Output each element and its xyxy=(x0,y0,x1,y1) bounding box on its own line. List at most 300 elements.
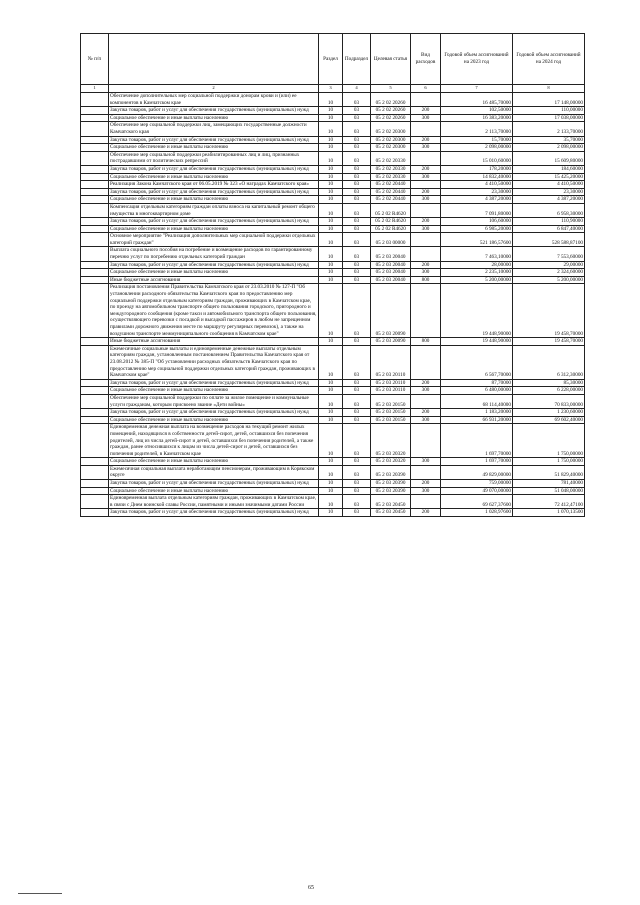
row-number xyxy=(81,93,109,107)
row-amount-2023: 15,70000 xyxy=(441,136,513,144)
row-article: 05 2 03 20040 xyxy=(371,269,411,277)
row-expense: 300 xyxy=(411,458,441,466)
row-amount-2023: 16 383,20000 xyxy=(441,114,513,122)
row-name: Социальное обеспечение и иные выплаты населению xyxy=(109,114,319,122)
row-amount-2023: 66 931,20000 xyxy=(441,416,513,424)
row-amount-2024: 528 588,87100 xyxy=(513,233,585,247)
row-article: 05 2 02 20260 xyxy=(371,107,411,115)
column-number: 8 xyxy=(513,85,585,93)
table-row xyxy=(81,151,585,165)
row-expense: 300 xyxy=(411,144,441,152)
row-expense: 300 xyxy=(411,487,441,495)
col-header-section: Раздел xyxy=(319,34,343,85)
row-section: 10 xyxy=(319,416,343,424)
row-number xyxy=(81,424,109,458)
table-row xyxy=(81,247,585,261)
column-number: 2 xyxy=(109,85,319,93)
row-amount-2023: 87,70000 xyxy=(441,379,513,387)
row-subsection: 03 xyxy=(343,93,371,107)
table-row xyxy=(81,284,585,338)
row-number xyxy=(81,345,109,379)
table-row xyxy=(81,387,585,395)
table-row xyxy=(81,379,585,387)
table-row xyxy=(81,181,585,189)
row-amount-2023: 1 183,20000 xyxy=(441,409,513,417)
row-article: 05 2 02 20330 xyxy=(371,151,411,165)
table-body xyxy=(81,93,585,517)
row-subsection: 03 xyxy=(343,276,371,284)
row-article: 05 2 03 20110 xyxy=(371,387,411,395)
budget-table xyxy=(80,33,585,517)
row-name: Закупка товаров, работ и услуг для обеспечения государственных (муниципальных) нужд xyxy=(109,107,319,115)
row-amount-2023: 6 567,70000 xyxy=(441,345,513,379)
row-expense xyxy=(411,233,441,247)
row-subsection: 03 xyxy=(343,188,371,196)
row-number xyxy=(81,196,109,204)
row-amount-2024: 110,00000 xyxy=(513,107,585,115)
row-expense: 200 xyxy=(411,509,441,517)
row-name: Ежемесячная социальная выплата неработающим пенсионерам, проживающим в Корякском округе xyxy=(109,465,319,479)
row-article: 05 2 03 20040 xyxy=(371,261,411,269)
row-amount-2023: 759,00000 xyxy=(441,480,513,488)
row-number xyxy=(81,338,109,346)
row-name: Социальное обеспечение и иные выплаты населению xyxy=(109,196,319,204)
row-article: 05 2 03 20040 xyxy=(371,247,411,261)
row-subsection: 03 xyxy=(343,409,371,417)
row-subsection: 03 xyxy=(343,487,371,495)
row-subsection: 03 xyxy=(343,458,371,466)
row-amount-2024: 19 458,70000 xyxy=(513,284,585,338)
row-amount-2024: 110,90000 xyxy=(513,218,585,226)
row-subsection: 03 xyxy=(343,107,371,115)
row-amount-2024: 15 609,80000 xyxy=(513,151,585,165)
row-section: 10 xyxy=(319,379,343,387)
row-expense: 300 xyxy=(411,114,441,122)
row-section: 10 xyxy=(319,173,343,181)
row-amount-2023: 68 114,40000 xyxy=(441,394,513,408)
row-article: 05 2 03 20040 xyxy=(371,276,411,284)
row-name: Основное мероприятие "Реализация дополнительных мер социальной поддержки отдельных категорий граждан" xyxy=(109,233,319,247)
row-number xyxy=(81,458,109,466)
row-amount-2024: 6 958,30000 xyxy=(513,203,585,217)
row-amount-2024: 5 200,00000 xyxy=(513,276,585,284)
row-number xyxy=(81,247,109,261)
row-article: 05 2 02 20260 xyxy=(371,114,411,122)
row-name: Закупка товаров, работ и услуг для обеспечения государственных (муниципальных) нужд xyxy=(109,165,319,173)
row-expense: 300 xyxy=(411,225,441,233)
row-amount-2023: 4 387,20000 xyxy=(441,196,513,204)
footer-rule xyxy=(18,893,62,894)
row-expense: 300 xyxy=(411,416,441,424)
row-name: Социальное обеспечение и иные выплаты населению xyxy=(109,416,319,424)
table-row xyxy=(81,165,585,173)
table-row xyxy=(81,114,585,122)
row-article: 05 2 03 20110 xyxy=(371,345,411,379)
row-number xyxy=(81,107,109,115)
row-expense: 200 xyxy=(411,261,441,269)
row-number xyxy=(81,114,109,122)
row-amount-2023: 69 627,37600 xyxy=(441,495,513,509)
row-number xyxy=(81,269,109,277)
col-header-subsection: Подраздел xyxy=(343,34,371,85)
row-section: 10 xyxy=(319,424,343,458)
table-row xyxy=(81,136,585,144)
row-amount-2023: 6 985,20000 xyxy=(441,225,513,233)
row-amount-2023: 7 091,80000 xyxy=(441,203,513,217)
row-subsection: 03 xyxy=(343,394,371,408)
row-section: 10 xyxy=(319,136,343,144)
row-article: 05 2 02 20330 xyxy=(371,173,411,181)
row-amount-2023: 106,60000 xyxy=(441,218,513,226)
row-section: 10 xyxy=(319,284,343,338)
row-amount-2024: 51 048,00000 xyxy=(513,487,585,495)
page-number: 65 xyxy=(308,885,314,891)
row-article: 05 2 03 20090 xyxy=(371,284,411,338)
row-expense: 300 xyxy=(411,196,441,204)
row-number xyxy=(81,203,109,217)
row-article: 05 2 03 20150 xyxy=(371,394,411,408)
row-article: 05 2 02 R4620 xyxy=(371,203,411,217)
col-header-num: № п/п xyxy=(81,34,109,85)
row-subsection: 03 xyxy=(343,480,371,488)
row-name: Ежемесячные социальные выплаты и единовременные денежные выплаты отдельным категориям граждан, установленным постановлением Правительства Камчатского края от 23.08.2012 № 385-П "Об установлении расходных обязательств Камчатского края по предоставлению мер социальной поддержки отдельных категорий граждан, проживающих в Камчатском крае" xyxy=(109,345,319,379)
row-expense: 200 xyxy=(411,379,441,387)
row-section: 10 xyxy=(319,465,343,479)
row-expense: 200 xyxy=(411,218,441,226)
row-number xyxy=(81,173,109,181)
row-amount-2023: 178,20000 xyxy=(441,165,513,173)
row-article: 05 2 02 R4620 xyxy=(371,225,411,233)
row-amount-2024: 85,30000 xyxy=(513,379,585,387)
row-article: 05 2 02 20260 xyxy=(371,93,411,107)
row-section: 10 xyxy=(319,93,343,107)
row-amount-2024: 1 750,00000 xyxy=(513,424,585,458)
row-subsection: 03 xyxy=(343,225,371,233)
row-number xyxy=(81,181,109,189)
table-row xyxy=(81,480,585,488)
table-row xyxy=(81,233,585,247)
row-name: Реализация Закона Камчатского края от 06.05.2019 № 323 «О наградах Камчатского края» xyxy=(109,181,319,189)
row-number xyxy=(81,465,109,479)
table-row xyxy=(81,394,585,408)
row-section: 10 xyxy=(319,345,343,379)
row-expense xyxy=(411,284,441,338)
row-article: 05 2 03 20150 xyxy=(371,416,411,424)
row-amount-2024: 2 098,00000 xyxy=(513,144,585,152)
row-number xyxy=(81,165,109,173)
column-number: 1 xyxy=(81,85,109,93)
row-expense: 200 xyxy=(411,136,441,144)
table-row xyxy=(81,261,585,269)
row-article: 05 2 03 20150 xyxy=(371,409,411,417)
row-amount-2024: 72 412,47100 xyxy=(513,495,585,509)
row-section: 10 xyxy=(319,225,343,233)
row-section: 10 xyxy=(319,233,343,247)
row-amount-2023: 49 070,00000 xyxy=(441,487,513,495)
row-number xyxy=(81,136,109,144)
row-number xyxy=(81,151,109,165)
row-name: Обеспечение мер социальной поддержки по оплате за жилое помещение и коммунальные услуги гражданам, которым присвоено звание «Дети войны» xyxy=(109,394,319,408)
row-section: 10 xyxy=(319,495,343,509)
row-section: 10 xyxy=(319,509,343,517)
row-name: Единовременная выплата отдельным категориям граждан, проживающих в Камчатском крае, в связи с Днем воинской славы России, памятными и иными значимыми датами России xyxy=(109,495,319,509)
row-article: 05 2 02 20300 xyxy=(371,144,411,152)
col-header-name xyxy=(109,34,319,85)
row-subsection: 03 xyxy=(343,269,371,277)
row-article: 05 2 02 R4620 xyxy=(371,218,411,226)
row-amount-2024: 69 602,40000 xyxy=(513,416,585,424)
row-section: 10 xyxy=(319,181,343,189)
row-subsection: 03 xyxy=(343,509,371,517)
row-name: Социальное обеспечение и иные выплаты населению xyxy=(109,487,319,495)
row-name: Закупка товаров, работ и услуг для обеспечения государственных (муниципальных) нужд xyxy=(109,480,319,488)
row-amount-2024: 6 312,30000 xyxy=(513,345,585,379)
row-section: 10 xyxy=(319,269,343,277)
row-article: 05 2 02 20330 xyxy=(371,165,411,173)
col-header-2023: Годовой объем ассигнований на 2023 год xyxy=(441,34,513,85)
row-name: Выплата социального пособия на погребение и возмещение расходов по гарантированному перечню услуг по погребению отдельных категорий граждан xyxy=(109,247,319,261)
row-amount-2024: 4 410,50000 xyxy=(513,181,585,189)
row-section: 10 xyxy=(319,409,343,417)
row-subsection: 03 xyxy=(343,261,371,269)
row-number xyxy=(81,379,109,387)
row-number xyxy=(81,480,109,488)
row-article: 05 2 03 20090 xyxy=(371,338,411,346)
row-amount-2023: 19 448,90000 xyxy=(441,284,513,338)
row-amount-2023: 1 697,70000 xyxy=(441,458,513,466)
table-row xyxy=(81,122,585,136)
column-number: 5 xyxy=(371,85,411,93)
col-header-2024: Годовой объем ассигнований на 2024 год xyxy=(513,34,585,85)
row-number xyxy=(81,409,109,417)
row-amount-2024: 6 228,00000 xyxy=(513,387,585,395)
row-amount-2023: 14 832,40000 xyxy=(441,173,513,181)
row-section: 10 xyxy=(319,203,343,217)
row-amount-2024: 51 829,40000 xyxy=(513,465,585,479)
row-name: Закупка товаров, работ и услуг для обеспечения государственных (муниципальных) нужд xyxy=(109,379,319,387)
row-amount-2023: 102,50000 xyxy=(441,107,513,115)
column-number: 3 xyxy=(319,85,343,93)
row-expense: 200 xyxy=(411,165,441,173)
row-section: 10 xyxy=(319,487,343,495)
row-expense xyxy=(411,345,441,379)
row-name: Социальное обеспечение и иные выплаты населению xyxy=(109,458,319,466)
row-expense: 300 xyxy=(411,387,441,395)
row-amount-2023: 1 028,97600 xyxy=(441,509,513,517)
row-section: 10 xyxy=(319,151,343,165)
row-subsection: 03 xyxy=(343,181,371,189)
row-name: Единовременная денежная выплата на возмещение расходов на текущий ремонт жилых помещений, находящихся в собственности детей-сирот, детей, оставшихся без попечения родителей, лиц из числа детей-сирот и детей, оставшихся без попечения родителей, а также граждан, ранее относившихся к лицам из числа детей-сирот и детей, оставшихся без попечения родителей, в Камчатском крае xyxy=(109,424,319,458)
row-amount-2024: 29,00000 xyxy=(513,261,585,269)
row-article: 05 2 02 20300 xyxy=(371,136,411,144)
table-row xyxy=(81,409,585,417)
row-name: Социальное обеспечение и иные выплаты населению xyxy=(109,387,319,395)
row-amount-2024: 1 070,13500 xyxy=(513,509,585,517)
table-header xyxy=(81,34,585,85)
row-subsection: 03 xyxy=(343,424,371,458)
row-section: 10 xyxy=(319,338,343,346)
row-amount-2024: 781,40000 xyxy=(513,480,585,488)
row-subsection: 03 xyxy=(343,416,371,424)
row-expense: 200 xyxy=(411,480,441,488)
row-expense: 800 xyxy=(411,276,441,284)
row-amount-2024: 2 324,60000 xyxy=(513,269,585,277)
row-subsection: 03 xyxy=(343,379,371,387)
row-article: 05 2 03 20110 xyxy=(371,379,411,387)
row-subsection: 03 xyxy=(343,495,371,509)
row-subsection: 03 xyxy=(343,345,371,379)
row-amount-2024: 2 133,70000 xyxy=(513,122,585,136)
row-section: 10 xyxy=(319,196,343,204)
column-number-row xyxy=(81,85,585,93)
row-expense xyxy=(411,122,441,136)
row-article: 05 2 03 20390 xyxy=(371,487,411,495)
row-expense xyxy=(411,424,441,458)
table-row xyxy=(81,225,585,233)
row-article: 05 2 02 20440 xyxy=(371,188,411,196)
row-subsection: 03 xyxy=(343,465,371,479)
row-expense: 200 xyxy=(411,409,441,417)
row-amount-2023: 19 448,90000 xyxy=(441,338,513,346)
row-subsection: 03 xyxy=(343,247,371,261)
row-amount-2023: 4 410,50000 xyxy=(441,181,513,189)
row-subsection: 03 xyxy=(343,387,371,395)
row-section: 10 xyxy=(319,218,343,226)
row-number xyxy=(81,387,109,395)
row-section: 10 xyxy=(319,165,343,173)
row-name: Иные бюджетные ассигнования xyxy=(109,338,319,346)
column-number: 4 xyxy=(343,85,371,93)
table-row xyxy=(81,487,585,495)
row-amount-2023: 23,30000 xyxy=(441,188,513,196)
row-expense: 200 xyxy=(411,188,441,196)
row-amount-2023: 16 485,70000 xyxy=(441,93,513,107)
row-amount-2023: 521 186,57600 xyxy=(441,233,513,247)
column-number: 7 xyxy=(441,85,513,93)
row-subsection: 03 xyxy=(343,284,371,338)
row-expense: 300 xyxy=(411,269,441,277)
row-expense: 300 xyxy=(411,173,441,181)
row-expense xyxy=(411,465,441,479)
row-section: 10 xyxy=(319,394,343,408)
row-subsection: 03 xyxy=(343,136,371,144)
table-row xyxy=(81,509,585,517)
row-expense xyxy=(411,247,441,261)
table-row xyxy=(81,173,585,181)
row-number xyxy=(81,122,109,136)
row-amount-2024: 1 750,00000 xyxy=(513,458,585,466)
row-name: Реализация постановления Правительства Камчатского края от 23.03.2010 № 127-П "Об установлении расходного обязательства Камчатского края по предоставлению мер социальной поддержки отдельным категориям граждан, проживающих в Камчатском крае, по проезду на автомобильном транспорте общего пользования городского, пригородного и междугородного сообщения (кроме такси и автомобильного транспорта общего пользования, осуществляющего перевозки с посадкой и высадкой пассажиров в любом не запрещенном правилами дорожного движения месте по маршруту регулярных перевозок), а также на воздушном транспорте межмуниципального сообщения в Камчатском крае" xyxy=(109,284,319,338)
row-amount-2024: 17 038,00000 xyxy=(513,114,585,122)
row-amount-2024: 4 387,20000 xyxy=(513,196,585,204)
row-expense: 800 xyxy=(411,338,441,346)
table-row xyxy=(81,458,585,466)
row-amount-2024: 19 458,70000 xyxy=(513,338,585,346)
row-amount-2024: 6 847,40000 xyxy=(513,225,585,233)
row-expense xyxy=(411,495,441,509)
table-row xyxy=(81,338,585,346)
row-subsection: 03 xyxy=(343,151,371,165)
row-subsection: 03 xyxy=(343,114,371,122)
row-expense xyxy=(411,93,441,107)
row-article: 05 2 03 20390 xyxy=(371,465,411,479)
table-row xyxy=(81,107,585,115)
row-amount-2024: 7 553,60000 xyxy=(513,247,585,261)
row-section: 10 xyxy=(319,107,343,115)
table-row xyxy=(81,188,585,196)
row-name: Обеспечение мер социальной поддержки лиц, замещающих государственные должности Камчатского края xyxy=(109,122,319,136)
row-subsection: 03 xyxy=(343,233,371,247)
row-amount-2024: 17 148,00000 xyxy=(513,93,585,107)
row-section: 10 xyxy=(319,247,343,261)
row-subsection: 03 xyxy=(343,196,371,204)
row-amount-2023: 2 098,00000 xyxy=(441,144,513,152)
row-name: Социальное обеспечение и иные выплаты населению xyxy=(109,173,319,181)
row-name: Закупка товаров, работ и услуг для обеспечения государственных (муниципальных) нужд xyxy=(109,218,319,226)
row-amount-2023: 28,00000 xyxy=(441,261,513,269)
row-section: 10 xyxy=(319,458,343,466)
row-amount-2023: 2 113,70000 xyxy=(441,122,513,136)
column-number: 6 xyxy=(411,85,441,93)
table-row xyxy=(81,203,585,217)
row-amount-2023: 15 010,60000 xyxy=(441,151,513,165)
row-name: Закупка товаров, работ и услуг для обеспечения государственных (муниципальных) нужд xyxy=(109,509,319,517)
row-amount-2023: 7 463,10000 xyxy=(441,247,513,261)
row-article: 05 2 03 00000 xyxy=(371,233,411,247)
row-section: 10 xyxy=(319,122,343,136)
row-number xyxy=(81,394,109,408)
row-name: Иные бюджетные ассигнования xyxy=(109,276,319,284)
row-name: Закупка товаров, работ и услуг для обеспечения государственных (муниципальных) нужд xyxy=(109,188,319,196)
row-amount-2024: 184,60000 xyxy=(513,165,585,173)
row-number xyxy=(81,276,109,284)
table-row xyxy=(81,269,585,277)
row-number xyxy=(81,188,109,196)
table-row xyxy=(81,424,585,458)
row-amount-2024: 23,30000 xyxy=(513,188,585,196)
row-article: 05 2 03 20320 xyxy=(371,458,411,466)
row-subsection: 03 xyxy=(343,218,371,226)
table-row xyxy=(81,93,585,107)
row-section: 10 xyxy=(319,480,343,488)
row-section: 10 xyxy=(319,114,343,122)
row-amount-2023: 49 829,00000 xyxy=(441,465,513,479)
row-amount-2024: 1 230,60000 xyxy=(513,409,585,417)
row-article: 05 2 03 20450 xyxy=(371,509,411,517)
row-name: Обеспечение мер социальной поддержки реабилитированных лиц и лиц, признанных пострадавшими от политических репрессий xyxy=(109,151,319,165)
table-row xyxy=(81,465,585,479)
row-article: 05 2 03 20450 xyxy=(371,495,411,509)
row-article: 05 2 03 20320 xyxy=(371,424,411,458)
row-number xyxy=(81,487,109,495)
table-row xyxy=(81,416,585,424)
row-section: 10 xyxy=(319,276,343,284)
row-subsection: 03 xyxy=(343,122,371,136)
table-row xyxy=(81,495,585,509)
row-number xyxy=(81,495,109,509)
row-section: 10 xyxy=(319,144,343,152)
row-number xyxy=(81,225,109,233)
row-subsection: 03 xyxy=(343,144,371,152)
col-header-expense: Вид расходов xyxy=(411,34,441,85)
row-number xyxy=(81,144,109,152)
row-name: Социальное обеспечение и иные выплаты населению xyxy=(109,144,319,152)
row-article: 05 2 02 20300 xyxy=(371,122,411,136)
row-section: 10 xyxy=(319,387,343,395)
row-name: Социальное обеспечение и иные выплаты населению xyxy=(109,225,319,233)
row-amount-2023: 1 697,70000 xyxy=(441,424,513,458)
row-amount-2023: 2 235,10000 xyxy=(441,269,513,277)
